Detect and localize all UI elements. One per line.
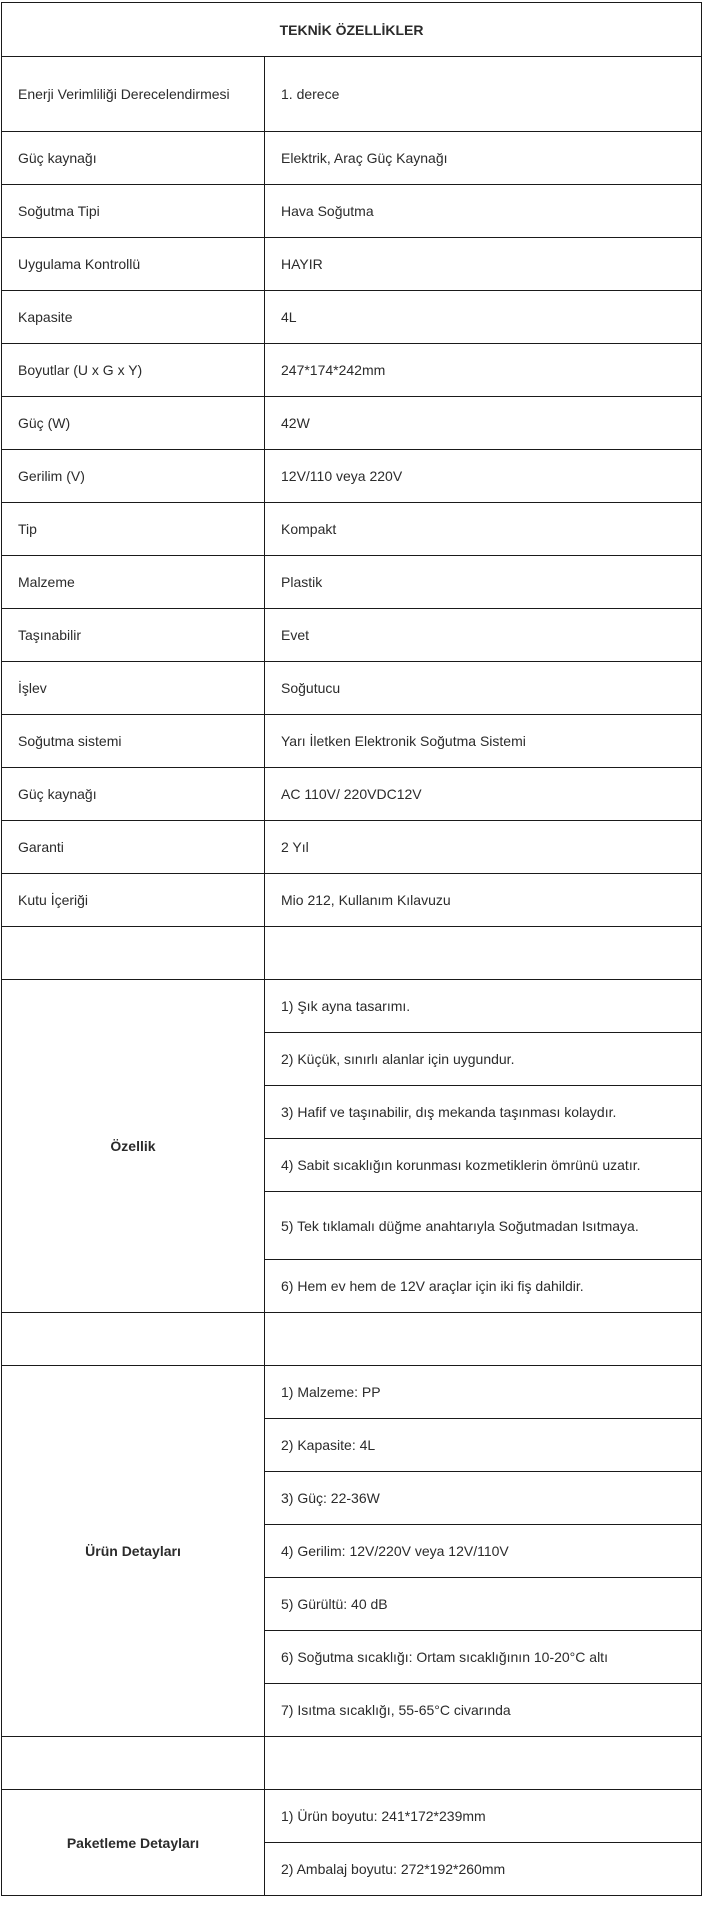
packaging-detail-row [2,1790,702,1843]
spec-label: Güç kaynağı [2,132,265,185]
table-title: TEKNİK ÖZELLİKLER [2,3,702,57]
spec-value: 247*174*242mm [265,344,702,397]
spec-label: İşlev [2,662,265,715]
spec-value: 42W [265,397,702,450]
spec-label: Güç kaynağı [2,768,265,821]
packaging-detail-item: 2) Ambalaj boyutu: 272*192*260mm [265,1843,702,1896]
feature-row [2,980,702,1033]
empty-cell [265,1737,702,1790]
product-detail-row [2,1366,702,1419]
spec-value: Mio 212, Kullanım Kılavuzu [265,874,702,927]
spec-value: 12V/110 veya 220V [265,450,702,503]
table-row [2,662,702,715]
spec-label: Malzeme [2,556,265,609]
spec-value: 2 Yıl [265,821,702,874]
feature-item: 4) Sabit sıcaklığın korunması kozmetiklerin ömrünü uzatır. [265,1139,702,1192]
spec-label: Gerilim (V) [2,450,265,503]
empty-cell [2,1737,265,1790]
table-row [2,609,702,662]
spec-label: Soğutma Tipi [2,185,265,238]
table-row [2,450,702,503]
table-row [2,503,702,556]
feature-item: 3) Hafif ve taşınabilir, dış mekanda taşınması kolaydır. [265,1086,702,1139]
product-detail-item: 4) Gerilim: 12V/220V veya 12V/110V [265,1525,702,1578]
spec-value: Yarı İletken Elektronik Soğutma Sistemi [265,715,702,768]
empty-cell [2,1313,265,1366]
spec-value: Plastik [265,556,702,609]
spec-value: AC 110V/ 220VDC12V [265,768,702,821]
spec-label: Uygulama Kontrollü [2,238,265,291]
product-details-label: Ürün Detayları [2,1366,265,1737]
spec-value: Hava Soğutma [265,185,702,238]
empty-cell [2,927,265,980]
packaging-detail-item: 1) Ürün boyutu: 241*172*239mm [265,1790,702,1843]
features-label: Özellik [2,980,265,1313]
spec-label: Soğutma sistemi [2,715,265,768]
spec-label: Tip [2,503,265,556]
product-detail-item: 7) Isıtma sıcaklığı, 55-65°C civarında [265,1684,702,1737]
table-row [2,132,702,185]
empty-cell [265,927,702,980]
empty-row [2,1313,702,1366]
product-detail-item: 6) Soğutma sıcaklığı: Ortam sıcaklığının 10-20°C altı [265,1631,702,1684]
empty-row [2,927,702,980]
spec-value: Soğutucu [265,662,702,715]
spec-label: Enerji Verimliliği Derecelendirmesi [2,57,265,132]
spec-value: HAYIR [265,238,702,291]
spec-value: 4L [265,291,702,344]
spec-label: Kapasite [2,291,265,344]
spec-label: Kutu İçeriği [2,874,265,927]
title-row [2,3,702,57]
spec-label: Garanti [2,821,265,874]
spec-label: Taşınabilir [2,609,265,662]
table-row [2,397,702,450]
table-row [2,715,702,768]
table-row [2,57,702,132]
table-row [2,556,702,609]
product-detail-item: 5) Gürültü: 40 dB [265,1578,702,1631]
product-detail-item: 2) Kapasite: 4L [265,1419,702,1472]
feature-item: 5) Tek tıklamalı düğme anahtarıyla Soğutmadan Isıtmaya. [265,1192,702,1260]
feature-item: 1) Şık ayna tasarımı. [265,980,702,1033]
empty-cell [265,1313,702,1366]
spec-table [1,2,702,1896]
product-detail-item: 3) Güç: 22-36W [265,1472,702,1525]
table-row [2,291,702,344]
packaging-details-label: Paketleme Detayları [2,1790,265,1896]
spec-label: Boyutlar (U x G x Y) [2,344,265,397]
table-row [2,874,702,927]
spec-value: Elektrik, Araç Güç Kaynağı [265,132,702,185]
spec-value: Evet [265,609,702,662]
table-row [2,185,702,238]
spec-value: 1. derece [265,57,702,132]
table-row [2,821,702,874]
table-row [2,768,702,821]
feature-item: 6) Hem ev hem de 12V araçlar için iki fiş dahildir. [265,1260,702,1313]
table-row [2,344,702,397]
spec-label: Güç (W) [2,397,265,450]
feature-item: 2) Küçük, sınırlı alanlar için uygundur. [265,1033,702,1086]
product-detail-item: 1) Malzeme: PP [265,1366,702,1419]
empty-row [2,1737,702,1790]
spec-value: Kompakt [265,503,702,556]
table-row [2,238,702,291]
